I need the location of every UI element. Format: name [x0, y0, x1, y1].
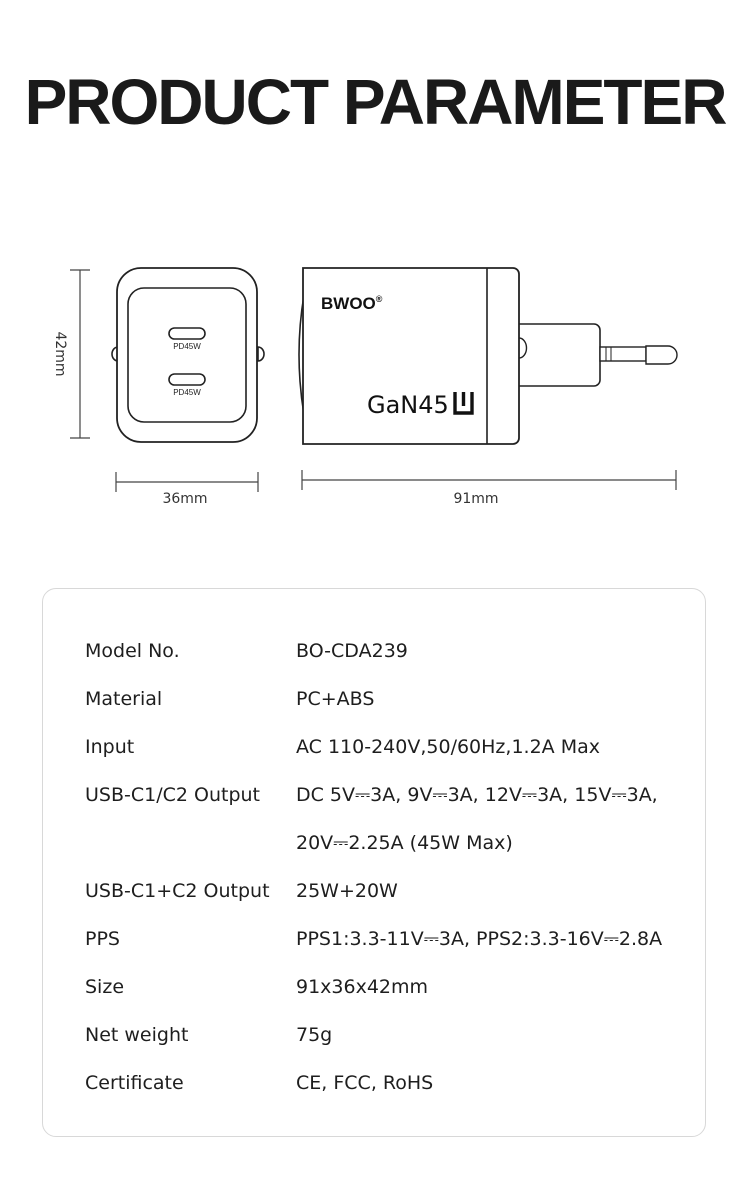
- spec-label: USB-C1/C2 Output: [85, 784, 261, 806]
- width-dimension: [116, 472, 258, 507]
- spec-label: Material: [85, 688, 163, 710]
- spec-label: Net weight: [85, 1024, 189, 1046]
- spec-value: 25W+20W: [296, 880, 398, 902]
- product-dimension-diagram: [0, 240, 750, 520]
- spec-row-size: [85, 975, 685, 1023]
- spec-label: Certificate: [85, 1072, 184, 1094]
- port-label-2: PD45W: [173, 388, 201, 397]
- spec-row-c1c2-output: [85, 783, 685, 831]
- spec-row-material: [85, 687, 685, 735]
- spec-row-combined-output: [85, 879, 685, 927]
- spec-value: DC 5V⎓3A, 9V⎓3A, 12V⎓3A, 15V⎓3A,: [296, 784, 658, 806]
- spec-value: 91x36x42mm: [296, 976, 429, 998]
- spec-label: Size: [85, 976, 125, 998]
- spec-label: Model No.: [85, 640, 180, 662]
- gan-label: GaN45: [367, 391, 449, 419]
- spec-table: [42, 588, 706, 1137]
- usb-c-port-1: [169, 328, 205, 339]
- length-label: 91mm: [453, 491, 499, 507]
- height-label: 42mm: [52, 331, 68, 377]
- brand-logo: BWOO®: [321, 294, 383, 313]
- spec-label: Input: [85, 736, 135, 758]
- length-dimension: [302, 470, 676, 507]
- spec-value: 20V⎓2.25A (45W Max): [296, 832, 513, 854]
- port-label-1: PD45W: [173, 342, 201, 351]
- spec-row-weight: [85, 1023, 685, 1071]
- usb-c-port-2: [169, 374, 205, 385]
- page-title: PRODUCT PARAMETER: [24, 66, 726, 138]
- spec-row-c1c2-output-cont: [85, 831, 685, 879]
- charger-front-view: [112, 268, 264, 442]
- spec-label: USB-C1+C2 Output: [85, 880, 270, 902]
- spec-label: PPS: [85, 928, 120, 950]
- spec-value: 75g: [296, 1024, 333, 1046]
- charger-side-view: [299, 268, 677, 444]
- height-dimension: [52, 270, 90, 438]
- spec-value: PPS1:3.3-11V⎓3A, PPS2:3.3-16V⎓2.8A: [296, 928, 663, 950]
- spec-row-pps: [85, 927, 685, 975]
- spec-value: CE, FCC, RoHS: [296, 1072, 434, 1094]
- spec-value: AC 110-240V,50/60Hz,1.2A Max: [296, 736, 600, 758]
- width-label: 36mm: [162, 491, 208, 507]
- spec-row-model: [85, 639, 685, 687]
- spec-row-input: [85, 735, 685, 783]
- spec-row-certificate: [85, 1071, 685, 1119]
- spec-value: PC+ABS: [296, 688, 375, 710]
- spec-value: BO-CDA239: [296, 640, 408, 662]
